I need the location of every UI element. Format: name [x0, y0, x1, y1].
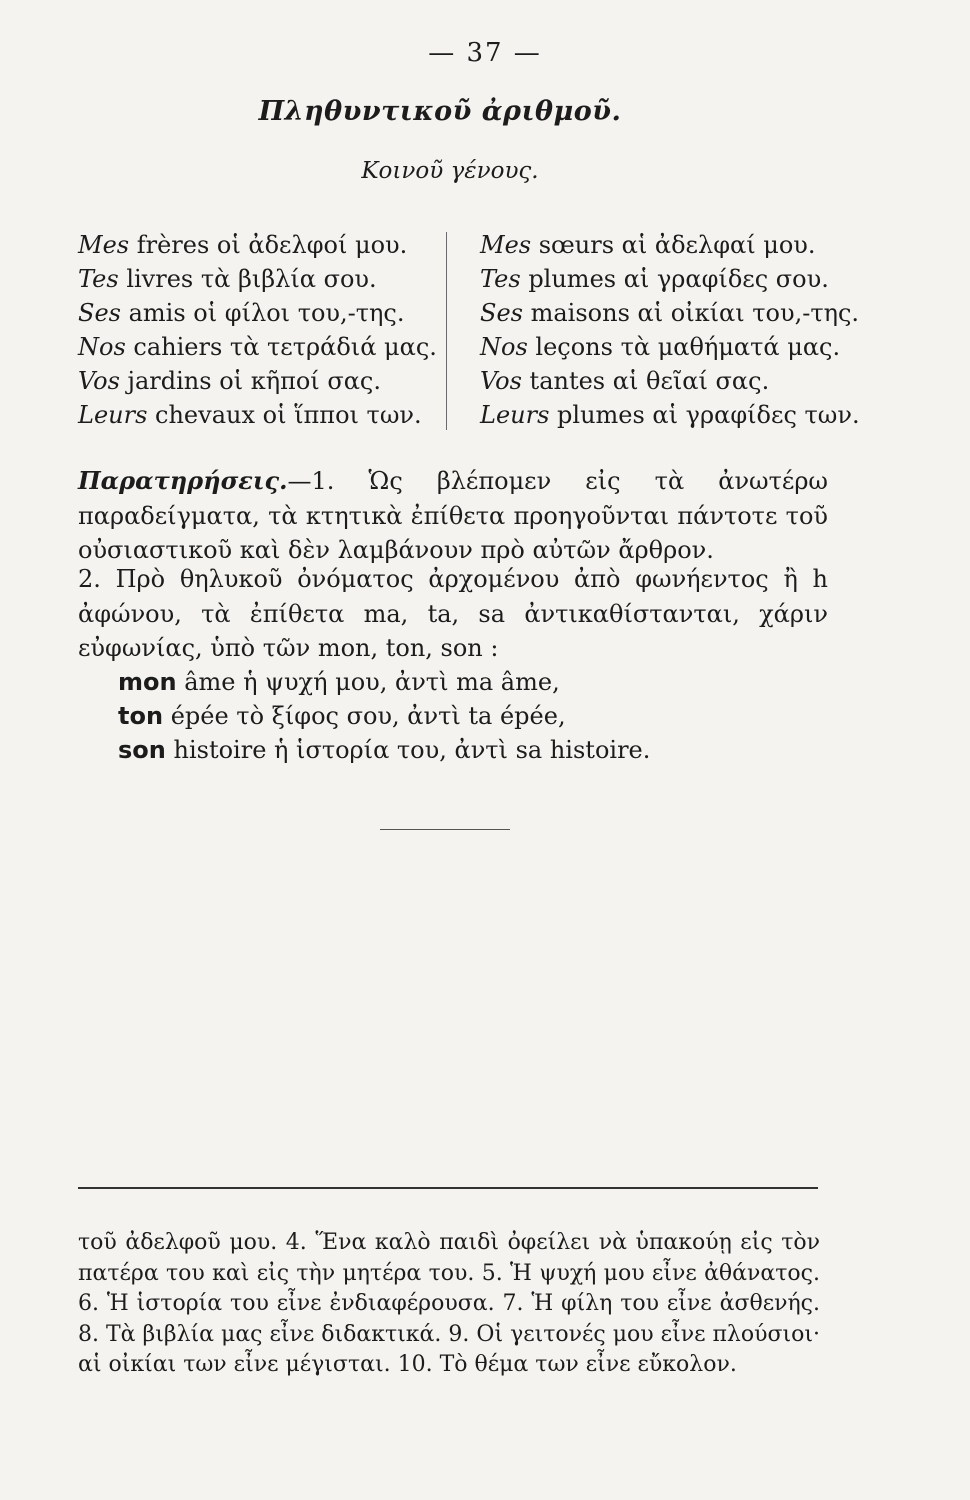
right-row	[480, 228, 860, 262]
row-text: jardins οἱ κῆποί σας.	[127, 367, 381, 395]
remark-1	[78, 464, 828, 568]
left-row	[78, 398, 438, 432]
right-row	[480, 364, 860, 398]
row-text: amis οἱ φίλοι του,-της.	[128, 299, 405, 327]
footnote-rule	[78, 1187, 818, 1189]
right-row	[480, 330, 860, 364]
example-line	[118, 733, 650, 768]
example-text: histoire ἡ ἱστορία του, ἀντὶ sa histoire.	[173, 736, 651, 764]
possessive-word: Tes	[78, 265, 119, 293]
remarks-heading: Παρατηρήσεις.	[78, 466, 288, 495]
row-text: plumes αἱ γραφίδες σου.	[528, 265, 829, 293]
possessive-word: Vos	[78, 367, 120, 395]
possessive-word: Nos	[78, 333, 126, 361]
row-text: frères οἱ ἀδελφοί μου.	[136, 231, 408, 259]
possessive-word: Tes	[480, 265, 521, 293]
right-row	[480, 296, 860, 330]
section-rule	[380, 829, 510, 830]
row-text: livres τὰ βιβλία σου.	[126, 265, 377, 293]
example-text: âme ἡ ψυχή μου, ἀντὶ ma âme,	[184, 668, 560, 696]
possessive-word: Leurs	[480, 401, 550, 429]
row-text: cahiers τὰ τετράδιά μας.	[133, 333, 437, 361]
left-row	[78, 262, 438, 296]
example-word: son	[118, 736, 166, 764]
right-row	[480, 262, 860, 296]
right-row	[480, 398, 860, 432]
section-subtitle: Κοινοῦ γένους.	[361, 158, 539, 184]
row-text: plumes αἱ γραφίδες των.	[557, 401, 860, 429]
possessive-word: Ses	[480, 299, 523, 327]
example-line	[118, 665, 560, 700]
row-text: tantes αἱ θεῖαί σας.	[529, 367, 770, 395]
page-number: — 37 —	[428, 38, 542, 68]
example-word: mon	[118, 668, 177, 696]
footnote-text: τοῦ ἀδελφοῦ μου. 4. Ἕνα καλὸ παιδὶ ὀφείλει νὰ ὑπακούῃ εἰς τὸν πατέρα του καὶ εἰς τὴν μητέρα του. 5. Ἡ ψυχή μου εἶνε ἀθάνατος. 6. Ἡ ἱστορία του εἶνε ἐνδιαφέρουσα. 7. Ἡ φίλη του εἶνε ἀσθενής. 8. Τὰ βιβλία μας εἶνε διδακτικά. 9. Οἱ γειτονές μου εἶνε πλούσιοι· αἱ οἰκίαι των εἶνε μέγισται. 10. Τὸ θέμα των εἶνε εὔκολον.	[78, 1230, 820, 1377]
possessive-word: Vos	[480, 367, 522, 395]
left-row	[78, 228, 438, 262]
possessive-word: Mes	[480, 231, 532, 259]
row-text: leçons τὰ μαθήματά μας.	[535, 333, 841, 361]
possessive-word: Ses	[78, 299, 121, 327]
left-column	[78, 228, 438, 432]
section-title: Πληθυντικοῦ ἀριθμοῦ.	[258, 96, 622, 127]
left-row	[78, 330, 438, 364]
example-line	[118, 699, 566, 734]
remark-1-text: —1. Ὡς βλέπομεν εἰς τὰ ἀνωτέρω παραδείγματα, τὰ κτητικὰ ἐπίθετα προηγοῦνται πάντοτε τοῦ οὐσιαστικοῦ καὶ δὲν λαμβάνουν πρὸ αὐτῶν ἄρθρον.	[78, 467, 828, 564]
remark-2: 2. Πρὸ θηλυκοῦ ὀνόματος ἀρχομένου ἀπὸ φωνήεντος ἢ h ἀφώνου, τὰ ἐπίθετα ma, ta, sa ἀντικαθίστανται, χάριν εὐφωνίας, ὑπὸ τῶν mon, ton, son :	[78, 565, 828, 662]
left-row	[78, 364, 438, 398]
row-text: chevaux οἱ ἵπποι των.	[155, 401, 422, 429]
row-text: maisons αἱ οἰκίαι του,-της.	[530, 299, 860, 327]
possessive-word: Nos	[480, 333, 528, 361]
row-text: sœurs αἱ ἀδελφαί μου.	[538, 231, 816, 259]
example-word: ton	[118, 702, 164, 730]
possessive-word: Leurs	[78, 401, 148, 429]
column-divider	[446, 232, 447, 430]
example-text: épée τὸ ξίφος σου, ἀντὶ ta épée,	[170, 702, 566, 730]
possessive-word: Mes	[78, 231, 130, 259]
left-row	[78, 296, 438, 330]
right-column	[480, 228, 860, 432]
